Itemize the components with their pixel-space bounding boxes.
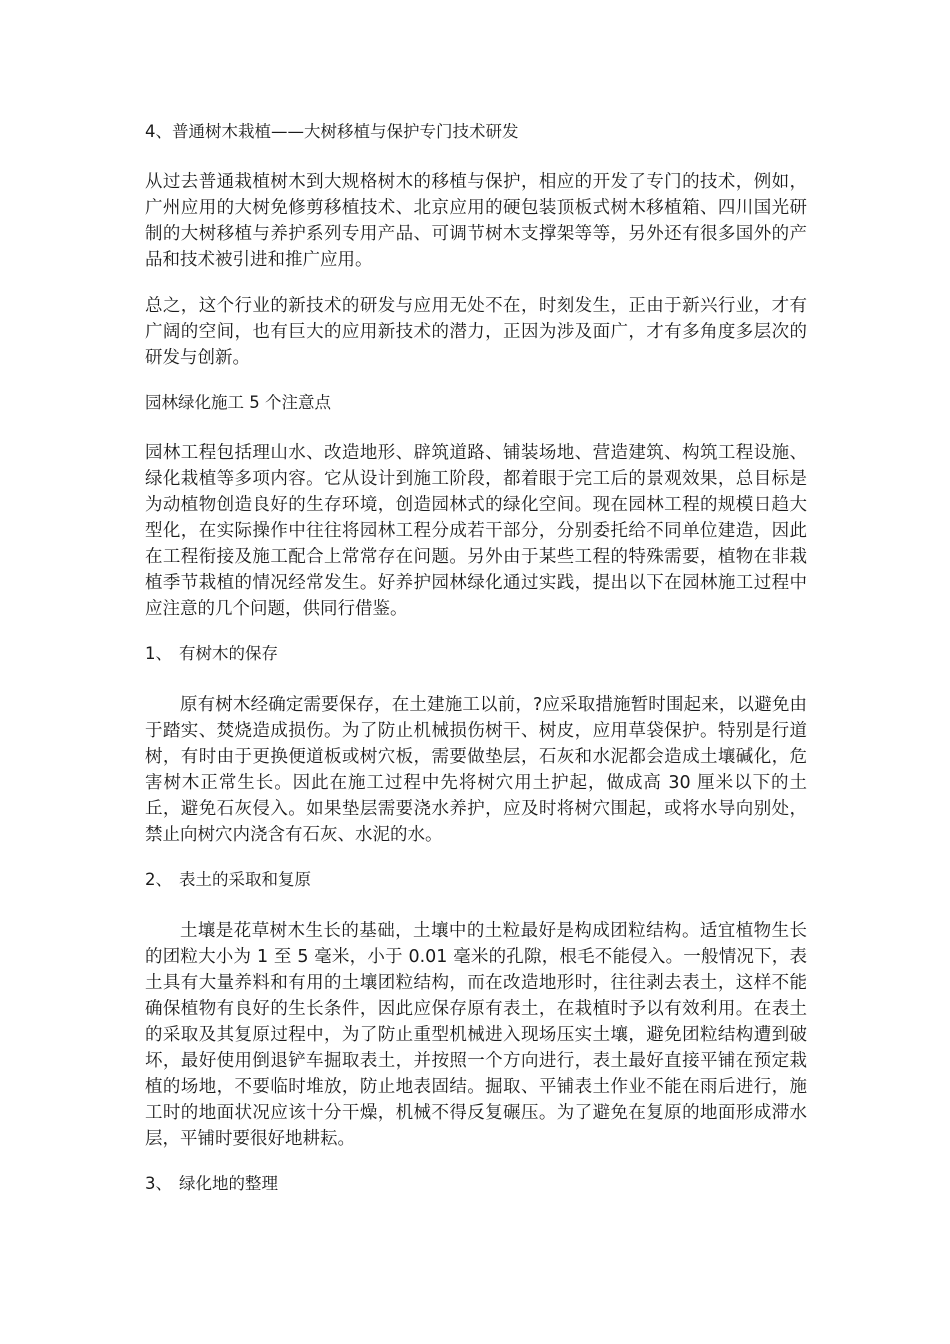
section-4-heading: 4、普通树木栽植——大树移植与保护专门技术研发 — [145, 122, 519, 141]
document-page — [145, 120, 807, 1222]
intro-paragraph: 园林工程包括理山水、改造地形、辟筑道路、铺装场地、营造建筑、构筑工程设施、绿化栽植等多项内容。它从设计到施工阶段，都着眼于完工后的景观效果，总目标是为动植物创造良好的生存环境，创造园林式的绿化空间。现在园林工程的规模日趋大型化，在实际操作中往往将园林工程分成若干部分，分别委托给不同单位建造，因此在工程衔接及施工配合上常常存在问题。另外由于某些工程的特殊需要，植物在非栽植季节栽植的情况经常发生。好养护园林绿化通过实践，提出以下在园林施工过程中应注意的几个问题，供同行借鉴。 — [145, 443, 807, 619]
point-3-heading — [145, 1172, 807, 1196]
point-2-title: 表土的采取和复原 — [179, 870, 311, 889]
point-3-number: 3、 — [145, 1174, 172, 1193]
point-1-heading — [145, 642, 807, 666]
summary-paragraph: 总之，这个行业的新技术的研发与应用无处不在，时刻发生，正由于新兴行业，才有广阔的空间，也有巨大的应用新技术的潜力，正因为涉及面广，才有多角度多层次的研发与创新。 — [145, 296, 807, 368]
point-1-number: 1、 — [145, 644, 172, 663]
point-2-paragraph: 土壤是花草树木生长的基础，土壤中的土粒最好是构成团粒结构。适宜植物生长的团粒大小为 1 至 5 毫米，小于 0.01 毫米的孔隙，根毛不能侵入。一般情况下，表土具有大量养料和有用的土壤团粒结构，而在改造地形时，往往剥去表土，这样不能确保植物有良好的生长条件，因此应保存原有表土，在栽植时予以有效利用。在表土的采取及其复原过程中，为了防止重型机械进入现场压实土壤，避免团粒结构遭到破坏，最好使用倒退铲车掘取表土，并按照一个方向进行，表土最好直接平铺在预定栽植的场地，不要临时堆放，防止地表固结。掘取、平铺表土作业不能在雨后进行，施工时的地面状况应该十分干燥，机械不得反复碾压。为了避免在复原的地面形成滞水层，平铺时要很好地耕耘。 — [145, 921, 807, 1149]
point-1-paragraph: 原有树木经确定需要保存，在土建施工以前，?应采取措施暂时围起来，以避免由于踏实、焚烧造成损伤。为了防止机械损伤树干、树皮，应用草袋保护。特别是行道树，有时由于更换便道板或树穴板，需要做垫层，石灰和水泥都会造成土壤碱化，危害树木正常生长。因此在施工过程中先将树穴用土护起，做成高 30 厘米以下的土丘，避免石灰侵入。如果垫层需要浇水养护，应及时将树穴围起，或将水导向别处，禁止向树穴内浇含有石灰、水泥的水。 — [145, 695, 807, 845]
point-3-title: 绿化地的整理 — [179, 1174, 278, 1193]
section-4-paragraph: 从过去普通栽植树木到大规格树木的移植与保护，相应的开发了专门的技术，例如，广州应用的大树免修剪移植技术、北京应用的硬包装顶板式树木移植箱、四川国光研制的大树移植与养护系列专用产品、可调节树木支撑架等等，另外还有很多国外的产品和技术被引进和推广应用。 — [145, 172, 807, 270]
article-title: 园林绿化施工 5 个注意点 — [145, 393, 331, 412]
point-2-number: 2、 — [145, 870, 172, 889]
point-2-heading — [145, 868, 807, 892]
point-1-title: 有树木的保存 — [179, 644, 278, 663]
